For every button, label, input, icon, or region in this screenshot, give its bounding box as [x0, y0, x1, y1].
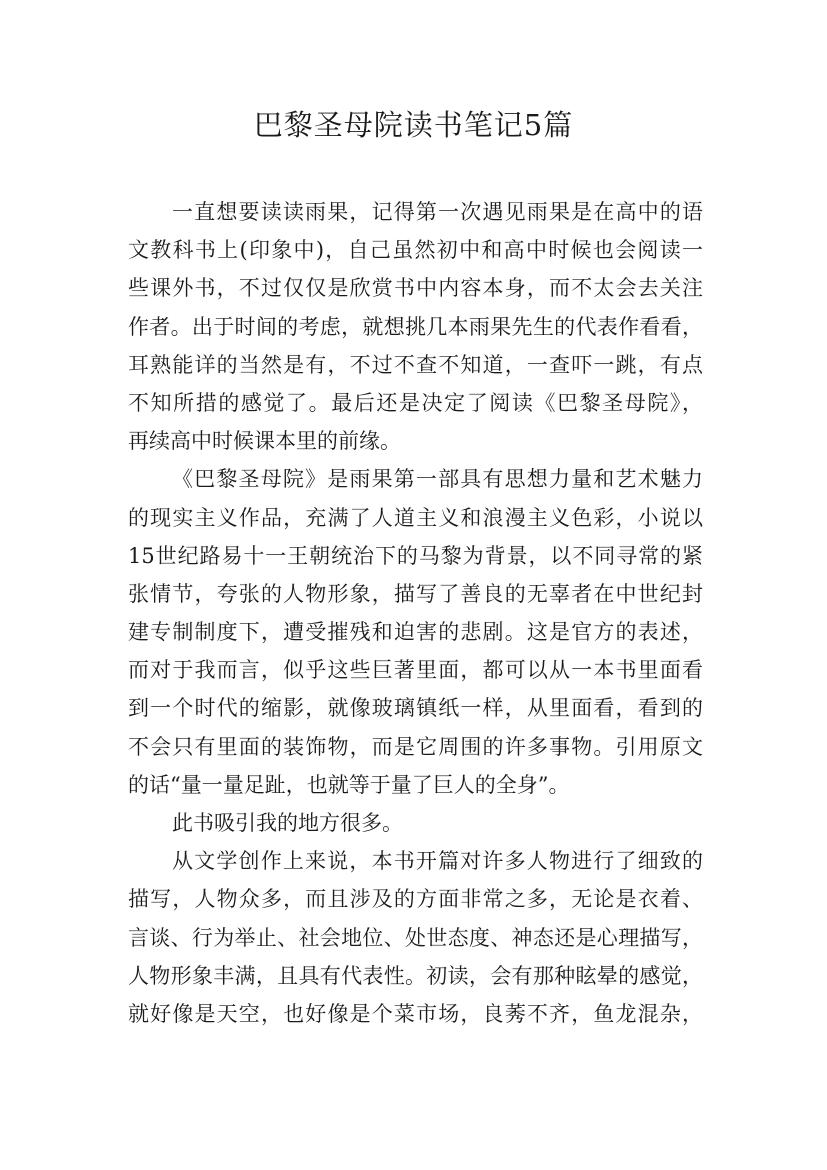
text-line: 些课外书，不过仅仅是欣赏书中内容本身，而不太会去关注 — [128, 276, 703, 301]
text-line: 描写，人物众多，而且涉及的方面非常之多，无论是衣着、 — [128, 887, 703, 912]
text-line: 耳熟能详的当然是有，不过不查不知道，一查吓一跳，有点 — [128, 352, 703, 377]
text-line: 的现实主义作品，充满了人道主义和浪漫主义色彩，小说以 — [128, 505, 703, 530]
document-body — [128, 193, 703, 1033]
paragraph-1 — [128, 193, 703, 460]
text-line: 张情节，夸张的人物形象，描写了善良的无辜者在中世纪封 — [128, 581, 703, 606]
text-line: 文教科书上(印象中)，自己虽然初中和高中时候也会阅读一 — [128, 238, 703, 263]
text-line: 不会只有里面的装饰物，而是它周围的许多事物。引用原文 — [128, 734, 703, 759]
text-line: 15世纪路易十一王朝统治下的马黎为背景，以不同寻常的紧 — [128, 543, 703, 568]
text-line: 《巴黎圣母院》是雨果第一部具有思想力量和艺术魅力 — [172, 467, 703, 492]
text-line: 就好像是天空，也好像是个菜市场，良莠不齐，鱼龙混杂， — [128, 1001, 703, 1026]
text-line: 一直想要读读雨果，记得第一次遇见雨果是在高中的语 — [172, 200, 703, 224]
paragraph-2 — [128, 460, 703, 804]
text-line: 建专制制度下，遭受摧残和迫害的悲剧。这是官方的表述， — [128, 620, 703, 645]
text-line: 作者。出于时间的考虑，就想挑几本雨果先生的代表作看看， — [128, 314, 703, 339]
text-line: 人物形象丰满，且具有代表性。初读，会有那种眩晕的感觉， — [128, 963, 703, 988]
text-line: 从文学创作上来说，本书开篇对许多人物进行了细致的 — [172, 849, 703, 874]
text-line: 的话“量一量足趾，也就等于量了巨人的全身”。 — [128, 772, 570, 797]
text-line: 不知所措的感觉了。最后还是决定了阅读《巴黎圣母院》， — [128, 390, 703, 415]
text-line: 言谈、行为举止、社会地位、处世态度、神态还是心理描写， — [128, 925, 703, 950]
text-line: 此书吸引我的地方很多。 — [172, 811, 403, 835]
paragraph-4 — [128, 842, 703, 1033]
paragraph-3 — [128, 804, 703, 842]
text-line: 到一个时代的缩影，就像玻璃镇纸一样，从里面看，看到的 — [128, 696, 703, 721]
text-line: 而对于我而言，似乎这些巨著里面，都可以从一本书里面看 — [128, 658, 703, 683]
document-title: 巴黎圣母院读书笔记5篇 — [253, 108, 574, 142]
text-line: 再续高中时候课本里的前缘。 — [128, 429, 401, 454]
